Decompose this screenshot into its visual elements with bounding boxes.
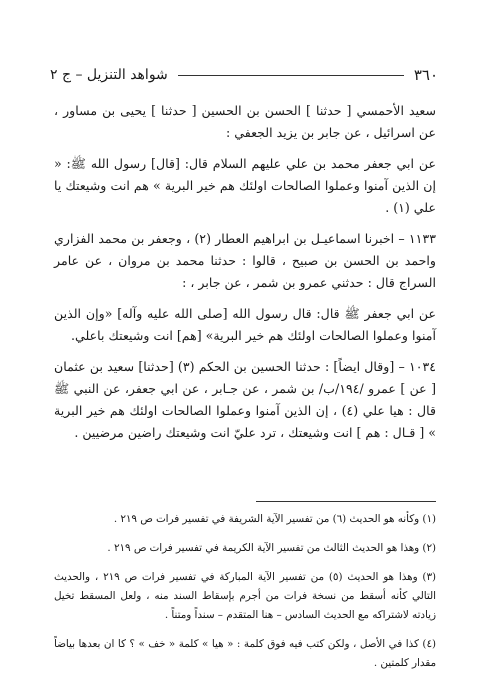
header-rule bbox=[178, 75, 404, 76]
page-number: ٣٦٠ bbox=[413, 66, 438, 84]
main-text bbox=[54, 100, 436, 453]
running-title: شواهد التنزيل – ج ٢ bbox=[50, 67, 168, 83]
footnote: (٤) كذا في الأصل ، ولكن كتب فيه فوق كلمة : « هيا » كلمة « خف » ؟ كا ان بعدها بياضاً مقدار كلمتين . bbox=[54, 638, 436, 669]
footnote: (٢) وهذا هو الحديث الثالث من تفسير الآية الكريمة في تفسير فرات ص ٢١٩ . bbox=[107, 542, 436, 554]
page-header bbox=[50, 64, 438, 86]
footnote: (٣) وهذا هو الحديث (٥) من تفسير الآية المباركة في تفسير فرات ص ٢١٩ ، والحديث التالي كأنه أسقط من نسخة فرات من أجرم بإسقاط السند منه ، ولعل المسقط تخيل زيادته لاشتراكه مع الحديث السادس – هنا المتقدم – سنداً ومتناً . bbox=[54, 571, 436, 621]
paragraph: ١٠٣٤ – [وقال ايضاً] : حدثنا الحسين بن الحكم (٣) [حدثنا] سعيد بن عثمان [ عن ] عمرو /١٩٤/ب/ بن شمر ، عن جـابر ، عن ابي جعفر، عن النبي ﷺ قال : هيا علي (٤) ، إن الذين آمنوا وعملوا الصالحات اولئك هم خير البرية » [ قـال : هم ] انت وشيعتك ، ترد عليّ انت وشيعتك راضين مرضيين . bbox=[54, 359, 436, 440]
footnotes bbox=[54, 510, 436, 683]
footnote-divider bbox=[256, 501, 436, 502]
paragraph: عن ابي جعفر محمد بن علي عليهم السلام قال: [قال] رسول الله ﷺ: « إن الذين آمنوا وعملوا الصالحات اولئك هم خير البرية » هم انت وشيعتك يا علي (١) . bbox=[54, 156, 436, 215]
paragraph: سعيد الأحمسي [ حدثنا ] الحسن بن الحسين [ حدثنا ] يحيى بن مساور ، عن اسرائيل ، عن جابر بن يزيد الجعفي : bbox=[54, 103, 436, 140]
footnote: (١) وكأنه هو الحديث (٦) من تفسير الآية الشريفة في تفسير فرات ص ٢١٩ . bbox=[113, 513, 436, 525]
paragraph: ١١٣٣ – اخبرنا اسماعيـل بن ابراهيم العطار (٢) ، وجعفر بن محمد الفزاري واحمد بن الحسن بن صبيح ، قالوا : حدثنا محمد بن مروان ، عن عامر السراج قال : حدثني عمرو بن شمر ، عن جابر ، : bbox=[54, 231, 436, 290]
paragraph: عن ابي جعفر ﷺ قال: قال رسول الله [صلى الله عليه وآله] «وإن الذين آمنوا وعملوا الصالحات اولئك هم خير البرية» [هم] انت وشيعتك باعلي. bbox=[54, 306, 436, 343]
